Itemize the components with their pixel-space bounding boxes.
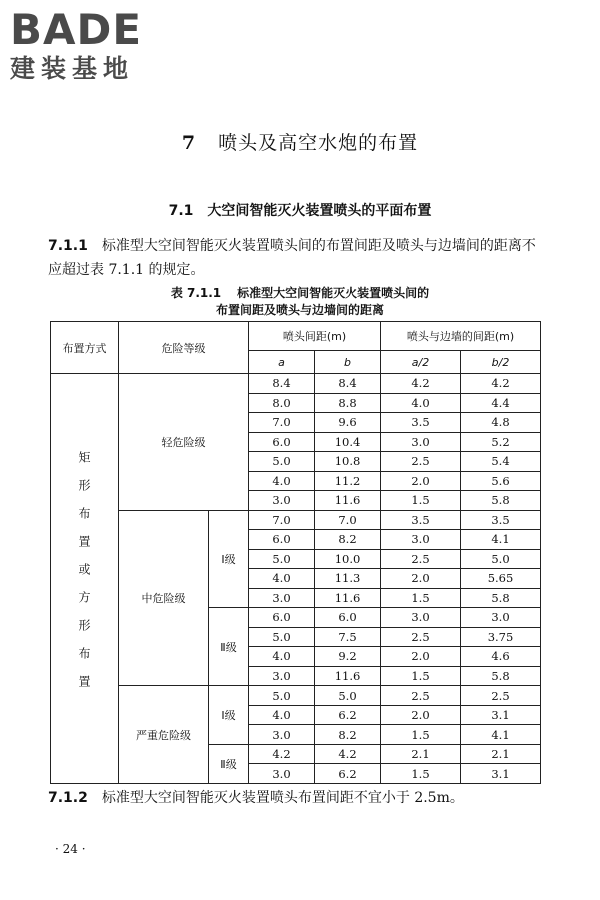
hazard-medium-class2: Ⅱ级: [209, 608, 249, 686]
cell: 4.0: [249, 705, 315, 725]
cell: 11.6: [315, 491, 381, 511]
cell: 2.5: [381, 686, 461, 706]
cell: 11.2: [315, 471, 381, 491]
header-layout: 布置方式: [51, 322, 119, 374]
header-hazard: 危险等级: [119, 322, 249, 374]
cell: 5.0: [249, 452, 315, 472]
cell: 6.2: [315, 764, 381, 784]
cell: 4.0: [381, 393, 461, 413]
chapter-title: 喷头及高空水炮的布置: [218, 132, 419, 154]
cell: 4.4: [461, 393, 541, 413]
cell: 1.5: [381, 666, 461, 686]
header-a: a: [249, 351, 315, 374]
cell: 5.8: [461, 491, 541, 511]
cell: 3.0: [249, 491, 315, 511]
layout-label-cell: [51, 374, 119, 784]
logo: [10, 5, 180, 84]
clause-number: 7.1.1: [48, 238, 88, 254]
cell: 10.0: [315, 549, 381, 569]
clause-text: 标准型大空间智能灭火装置喷头间的布置间距及喷头与边墙间的距离不应超过表 7.1.1 的规定。: [48, 238, 536, 278]
cell: 8.2: [315, 530, 381, 550]
cell: 7.0: [249, 510, 315, 530]
clause-7-1-2: [48, 786, 548, 810]
section-heading: [0, 200, 600, 220]
section-number: 7.1: [168, 203, 194, 219]
cell: 2.5: [381, 549, 461, 569]
cell: 4.2: [315, 744, 381, 764]
spacing-table: [50, 321, 541, 784]
cell: 8.8: [315, 393, 381, 413]
cell: 9.2: [315, 647, 381, 667]
cell: 4.0: [249, 471, 315, 491]
cell: 4.2: [249, 744, 315, 764]
cell: 5.8: [461, 666, 541, 686]
cell: 6.2: [315, 705, 381, 725]
cell: 3.0: [249, 764, 315, 784]
cell: 1.5: [381, 588, 461, 608]
page-number: · 24 ·: [55, 842, 86, 856]
hazard-severe-class2: Ⅱ级: [209, 744, 249, 783]
cell: 6.0: [315, 608, 381, 628]
cell: 2.0: [381, 647, 461, 667]
header-b: b: [315, 351, 381, 374]
cell: 3.0: [381, 530, 461, 550]
cell: 5.0: [315, 686, 381, 706]
cell: 3.5: [381, 510, 461, 530]
cell: 6.0: [249, 608, 315, 628]
cell: 8.2: [315, 725, 381, 745]
hazard-severe-class1: Ⅰ级: [209, 686, 249, 745]
chapter-number: 7: [181, 132, 197, 154]
cell: 5.8: [461, 588, 541, 608]
cell: 3.0: [249, 666, 315, 686]
cell: 5.0: [249, 686, 315, 706]
cell: 4.2: [461, 374, 541, 394]
chapter-heading: [0, 128, 600, 155]
cell: 1.5: [381, 764, 461, 784]
cell: 9.6: [315, 413, 381, 433]
table-caption-line2: 布置间距及喷头与边墙间的距离: [215, 303, 384, 317]
cell: 3.75: [461, 627, 541, 647]
cell: 2.0: [381, 705, 461, 725]
cell: 1.5: [381, 725, 461, 745]
cell: 5.4: [461, 452, 541, 472]
cell: 3.0: [249, 725, 315, 745]
cell: 4.1: [461, 725, 541, 745]
header-spacing: 喷头间距(m): [249, 322, 381, 351]
cell: 5.6: [461, 471, 541, 491]
cell: 6.0: [249, 530, 315, 550]
table-row: [51, 686, 541, 706]
cell: 5.0: [249, 549, 315, 569]
cell: 4.1: [461, 530, 541, 550]
cell: 3.5: [381, 413, 461, 433]
cell: 3.0: [381, 432, 461, 452]
logo-subtitle: 建装基地: [10, 54, 135, 83]
cell: 6.0: [249, 432, 315, 452]
section-title: 大空间智能灭火装置喷头的平面布置: [207, 203, 432, 219]
table-row: [51, 510, 541, 530]
clause-7-1-1: [48, 234, 548, 282]
cell: 10.8: [315, 452, 381, 472]
table-caption-text: 标准型大空间智能灭火装置喷头间的: [237, 286, 430, 300]
table-caption-line1: [0, 285, 600, 302]
cell: 2.0: [381, 569, 461, 589]
cell: 8.4: [315, 374, 381, 394]
cell: 11.6: [315, 666, 381, 686]
cell: 3.1: [461, 764, 541, 784]
cell: 3.5: [461, 510, 541, 530]
cell: 5.0: [249, 627, 315, 647]
table-row: [51, 374, 541, 394]
cell: 2.1: [461, 744, 541, 764]
cell: 10.4: [315, 432, 381, 452]
cell: 2.5: [381, 627, 461, 647]
clause-number: 7.1.2: [48, 790, 88, 806]
cell: 7.0: [315, 510, 381, 530]
hazard-medium-class1: Ⅰ级: [209, 510, 249, 608]
layout-label: 矩形布置或方形布置: [77, 451, 91, 703]
clause-text: 标准型大空间智能灭火装置喷头布置间距不宜小于 2.5m。: [101, 790, 464, 806]
cell: 5.0: [461, 549, 541, 569]
cell: 3.1: [461, 705, 541, 725]
header-b-half: b/2: [461, 351, 541, 374]
cell: 5.2: [461, 432, 541, 452]
cell: 8.0: [249, 393, 315, 413]
hazard-severe: 严重危险级: [119, 686, 209, 784]
cell: 4.6: [461, 647, 541, 667]
hazard-medium: 中危险级: [119, 510, 209, 686]
cell: 4.0: [249, 647, 315, 667]
cell: 4.0: [249, 569, 315, 589]
cell: 1.5: [381, 491, 461, 511]
table-number: 表 7.1.1: [170, 286, 222, 300]
cell: 5.65: [461, 569, 541, 589]
cell: 2.0: [381, 471, 461, 491]
cell: 4.2: [381, 374, 461, 394]
header-a-half: a/2: [381, 351, 461, 374]
cell: 3.0: [461, 608, 541, 628]
cell: 7.5: [315, 627, 381, 647]
cell: 4.8: [461, 413, 541, 433]
cell: 3.0: [381, 608, 461, 628]
hazard-light: 轻危险级: [119, 374, 249, 511]
cell: 7.0: [249, 413, 315, 433]
cell: 2.5: [381, 452, 461, 472]
cell: 11.3: [315, 569, 381, 589]
cell: 8.4: [249, 374, 315, 394]
logo-wordmark: BADE: [10, 5, 143, 54]
cell: 3.0: [249, 588, 315, 608]
header-wall-distance: 喷头与边墙的间距(m): [381, 322, 541, 351]
cell: 2.5: [461, 686, 541, 706]
cell: 2.1: [381, 744, 461, 764]
cell: 11.6: [315, 588, 381, 608]
